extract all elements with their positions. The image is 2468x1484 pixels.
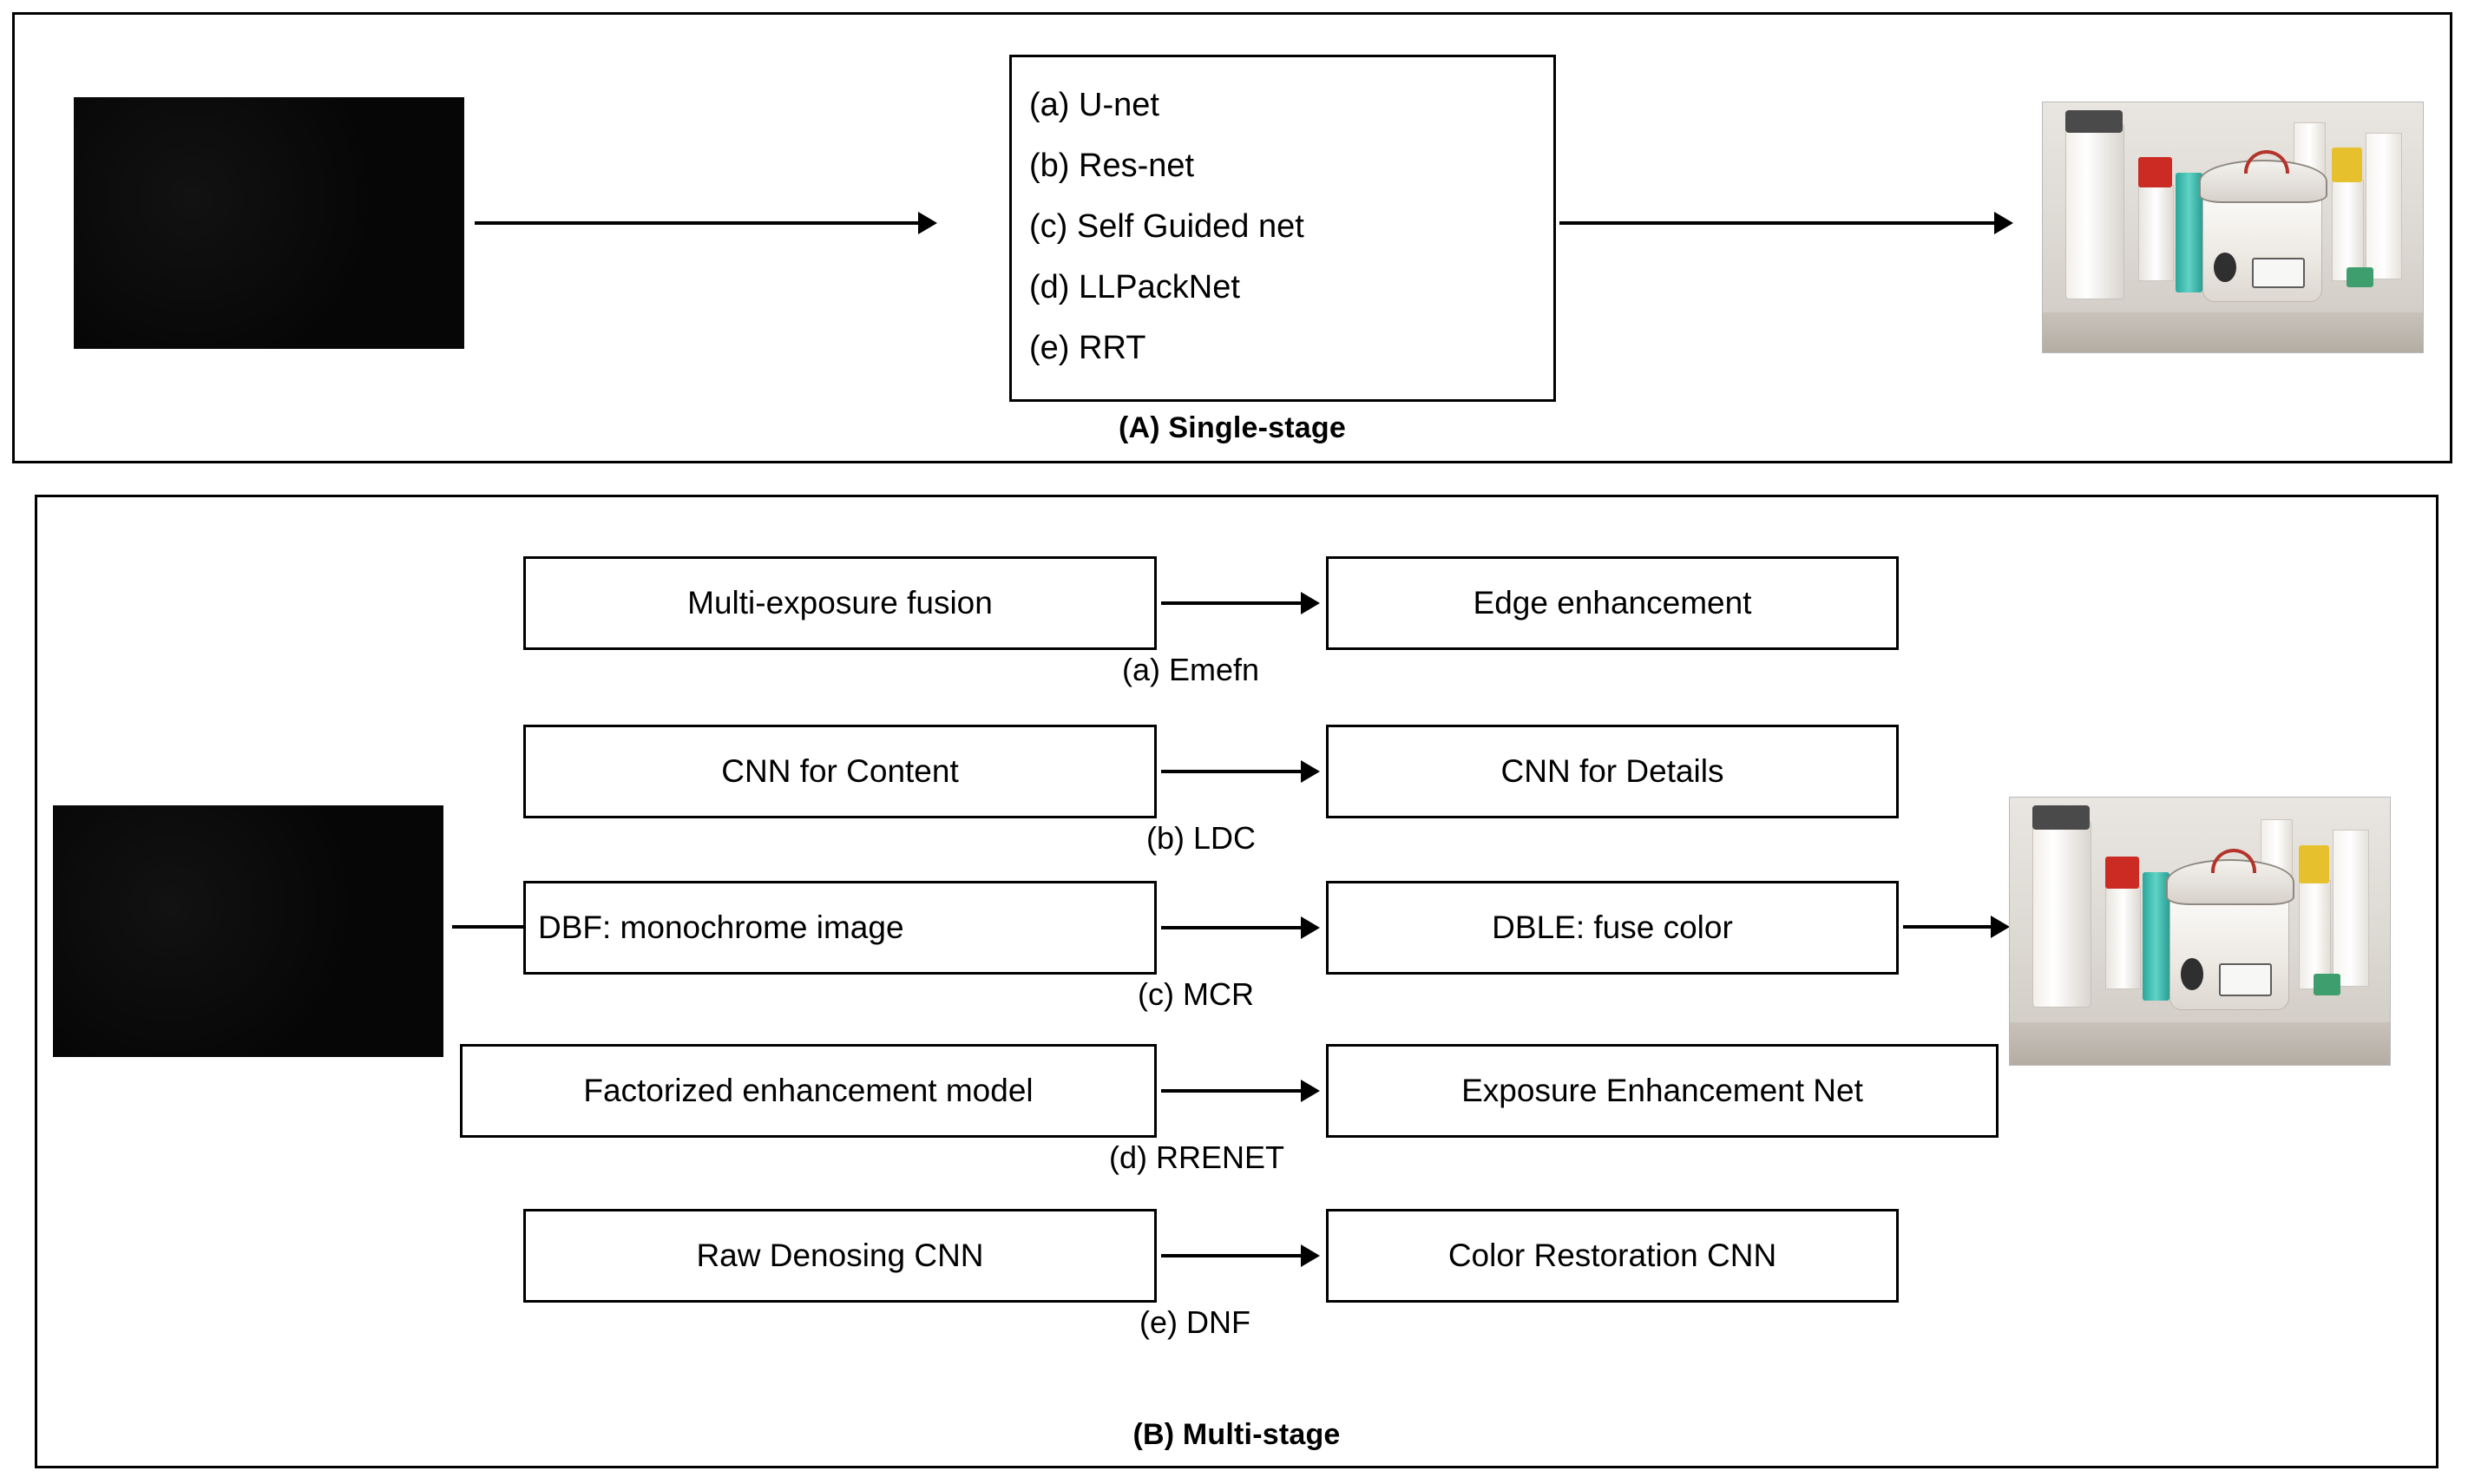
method-item-c: (c) Self Guided net bbox=[1029, 208, 1304, 245]
row-b-stage1-box bbox=[523, 725, 1157, 818]
row-d-caption: (d) RRENET bbox=[1109, 1139, 1285, 1175]
panel-a-input-image bbox=[74, 97, 464, 349]
row-e-arrow bbox=[1161, 1254, 1317, 1257]
panel-b-caption: (B) Multi-stage bbox=[1132, 1418, 1341, 1451]
row-b-stage2-box bbox=[1326, 725, 1899, 818]
method-item-d: (d) LLPackNet bbox=[1029, 269, 1240, 305]
row-a-stage1-box bbox=[523, 556, 1157, 650]
panel-multi-stage bbox=[35, 495, 2438, 1468]
row-e-caption: (e) DNF bbox=[1139, 1304, 1250, 1340]
row-b-caption: (b) LDC bbox=[1146, 820, 1257, 856]
row-d-arrow bbox=[1161, 1089, 1317, 1093]
panel-a-output-arrow bbox=[1559, 221, 2011, 225]
panel-b-output-arrow bbox=[1903, 925, 2007, 929]
panel-a-input-arrow bbox=[475, 221, 935, 225]
method-item-e: (e) RRT bbox=[1029, 330, 1146, 366]
row-c-stage1-label: DBF: monochrome image bbox=[538, 909, 904, 945]
row-c-arrow bbox=[1161, 926, 1317, 929]
row-d-stage1-label: Factorized enhancement model bbox=[583, 1073, 1034, 1108]
panel-single-stage bbox=[12, 12, 2452, 463]
row-a-arrow bbox=[1161, 601, 1317, 605]
panel-a-output-image bbox=[2042, 102, 2424, 353]
row-e-stage1-box bbox=[523, 1209, 1157, 1303]
row-d-stage2-label: Exposure Enhancement Net bbox=[1461, 1073, 1863, 1108]
row-c-stage2-box bbox=[1326, 881, 1899, 975]
row-a-caption: (a) Emefn bbox=[1122, 652, 1260, 687]
row-c-stage2-label: DBLE: fuse color bbox=[1492, 909, 1733, 945]
row-a-stage2-box bbox=[1326, 556, 1899, 650]
row-c-stage1-box bbox=[523, 881, 1157, 975]
row-e-stage1-label: Raw Denosing CNN bbox=[696, 1238, 984, 1273]
row-b-stage2-label: CNN for Details bbox=[1500, 753, 1724, 789]
row-b-arrow bbox=[1161, 770, 1317, 773]
panel-b-input-image bbox=[53, 805, 443, 1057]
row-c-caption: (c) MCR bbox=[1138, 976, 1254, 1012]
row-a-stage1-label: Multi-exposure fusion bbox=[687, 585, 993, 621]
panel-b-output-image bbox=[2009, 797, 2391, 1066]
panel-a-methods-box bbox=[1009, 55, 1556, 402]
method-item-b: (b) Res-net bbox=[1029, 148, 1195, 184]
panel-a-caption: (A) Single-stage bbox=[1118, 411, 1346, 444]
method-item-a: (a) U-net bbox=[1029, 87, 1159, 123]
row-d-stage1-box bbox=[460, 1044, 1157, 1138]
row-e-stage2-label: Color Restoration CNN bbox=[1447, 1238, 1777, 1273]
row-e-stage2-box bbox=[1326, 1209, 1899, 1303]
row-d-stage2-box bbox=[1326, 1044, 1999, 1138]
row-b-stage1-label: CNN for Content bbox=[721, 753, 959, 789]
row-a-stage2-label: Edge enhancement bbox=[1473, 585, 1752, 621]
